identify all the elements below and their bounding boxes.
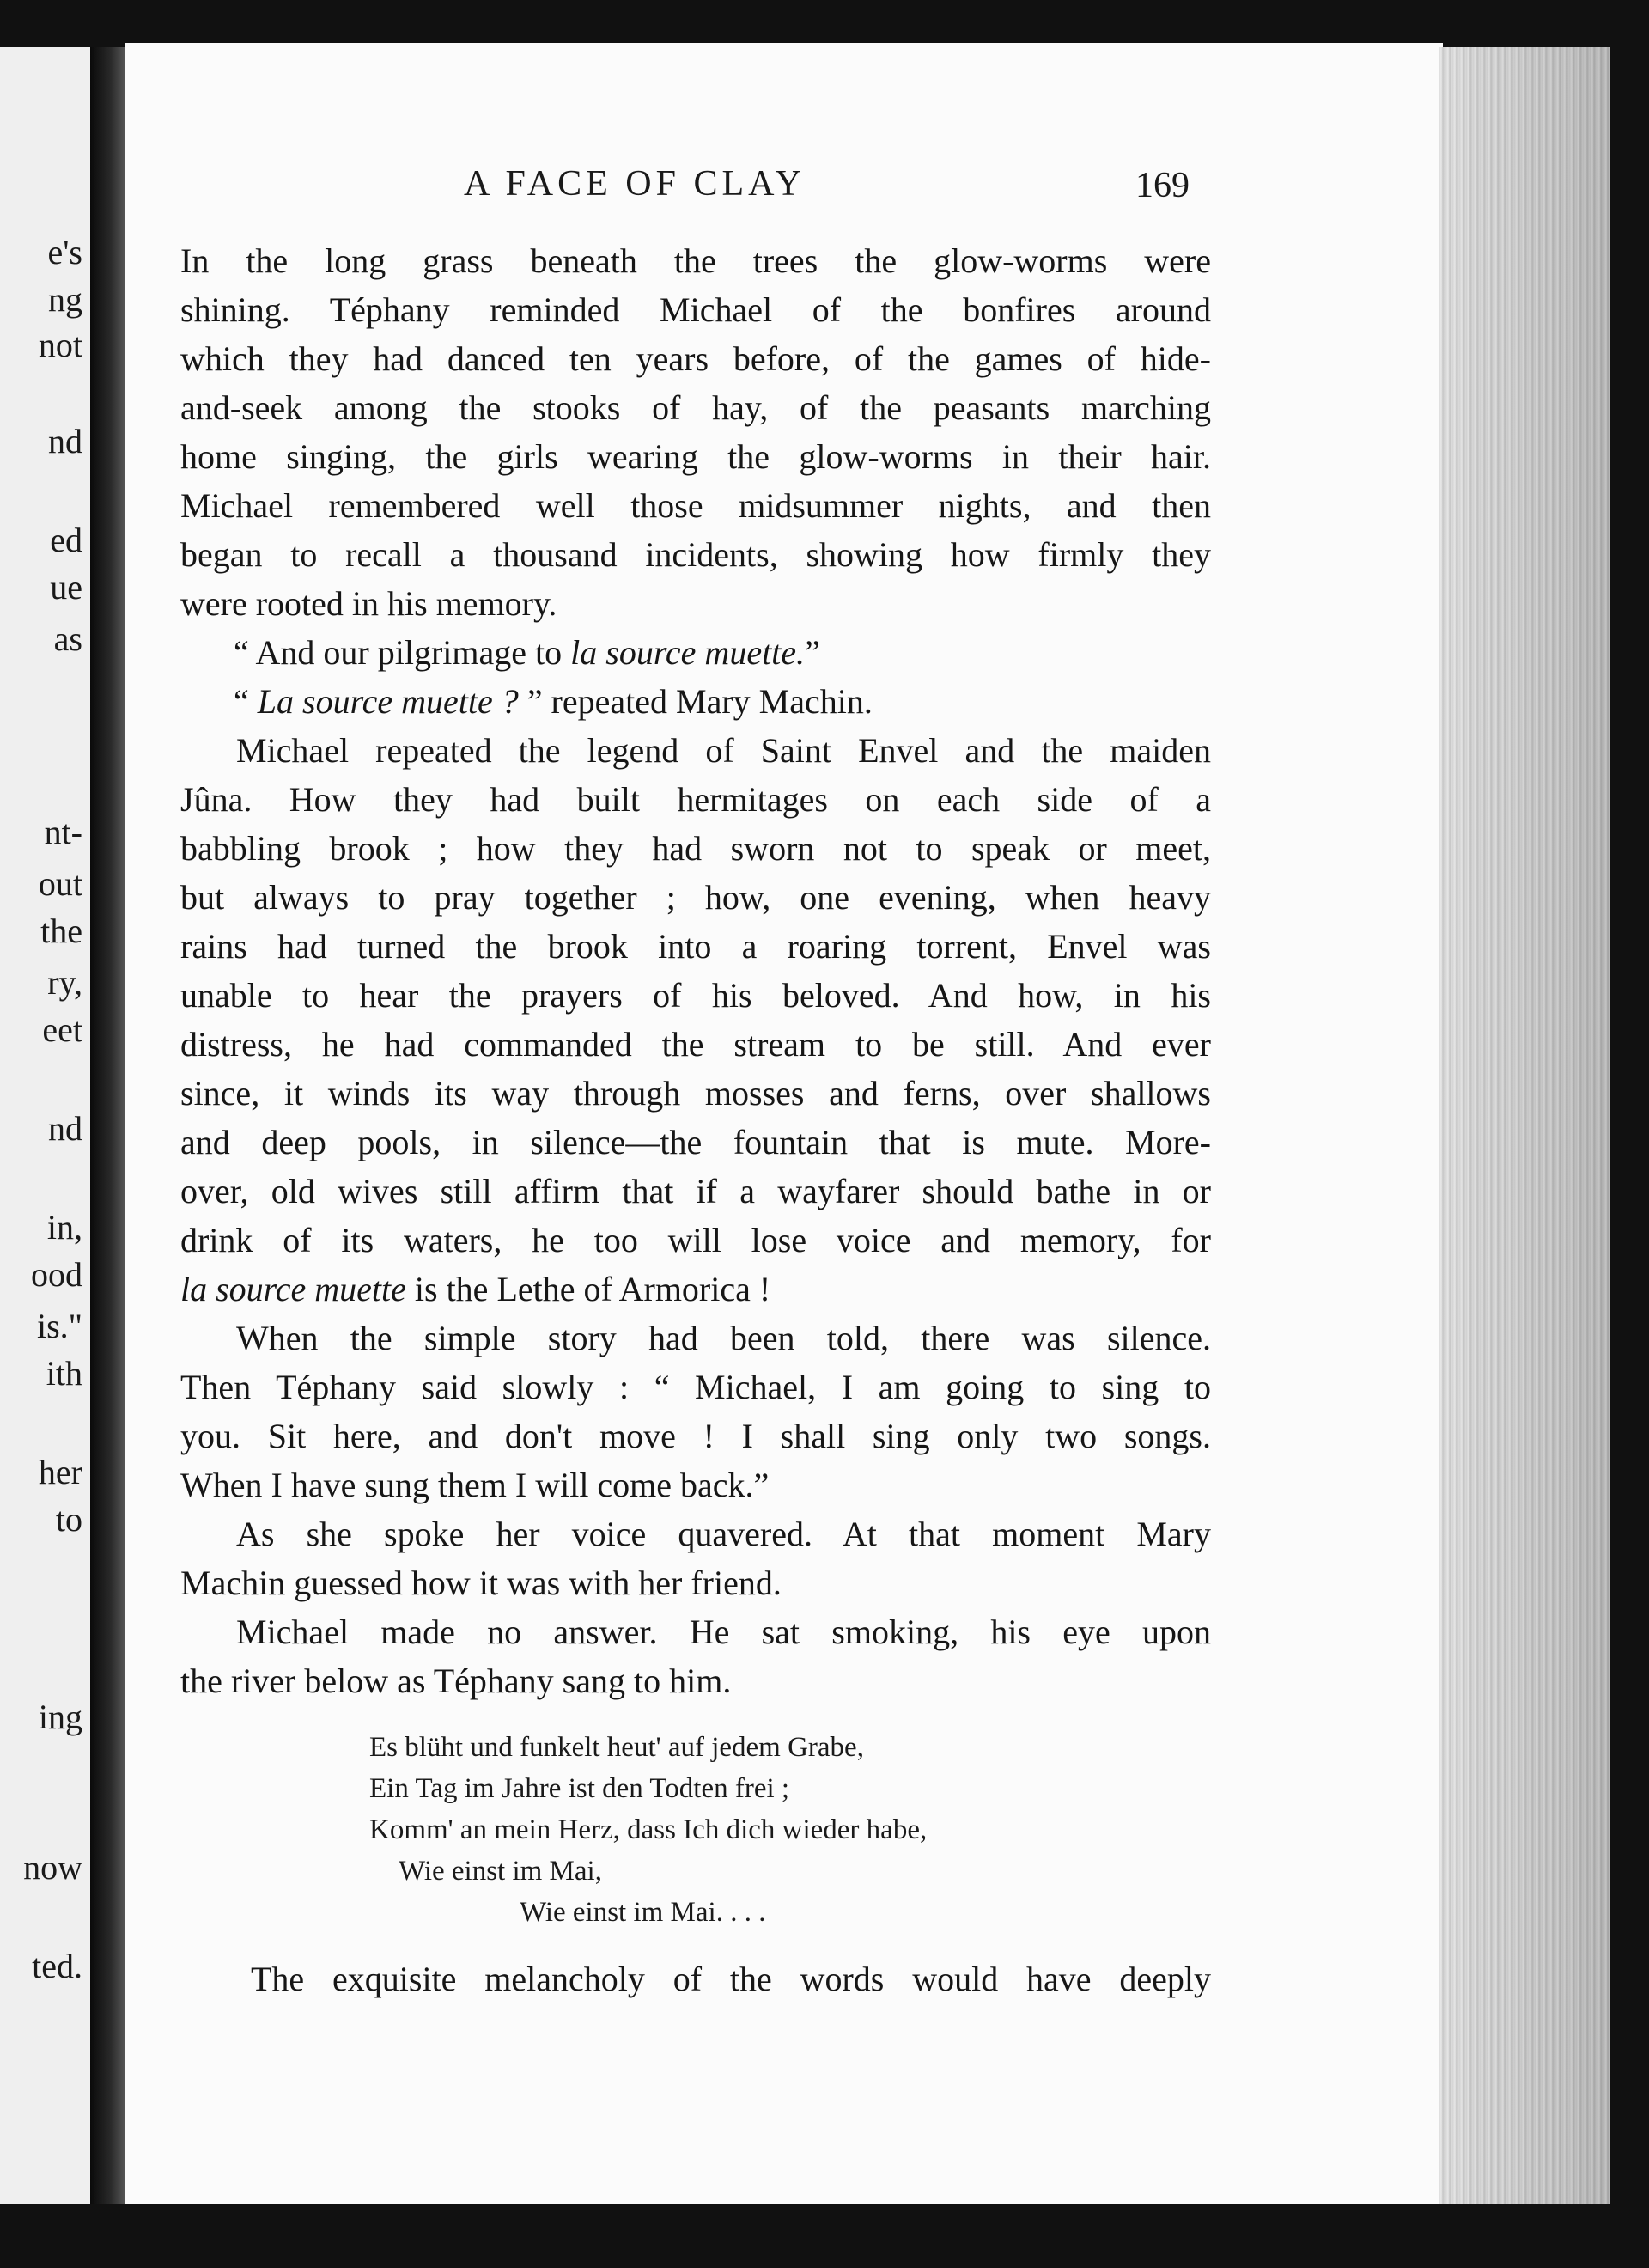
body-line: the river below as Téphany sang to him.	[180, 1661, 732, 1700]
left-page-fragment: ing	[38, 1698, 82, 1736]
body-line: Michael remembered well those midsummer nights, and then	[180, 486, 1211, 525]
body-line: which they had danced ten years before, of the games of hide-	[180, 339, 1211, 378]
book-gutter	[90, 47, 125, 2204]
body-line: drink of its waters, he too will lose voice and memory, for	[180, 1221, 1211, 1259]
body-line: As she spoke her voice quavered. At that moment Mary	[236, 1515, 1211, 1553]
left-page-fragment: as	[53, 619, 82, 658]
body-line: began to recall a thousand incidents, showing how firmly they	[180, 535, 1211, 574]
body-line: la source muette is the Lethe of Armorica !	[180, 1270, 771, 1308]
left-page-fragment: not	[38, 326, 82, 364]
scan-bottom-border	[0, 2204, 1649, 2268]
body-line: and-seek among the stooks of hay, of the peasants marching	[180, 388, 1211, 427]
left-page-fragment: ry,	[47, 963, 82, 1002]
body-line: unable to hear the prayers of his beloved. And how, in his	[180, 976, 1211, 1015]
body-text	[180, 236, 1211, 1705]
body-line: you. Sit here, and don't move ! I shall sing only two songs.	[180, 1417, 1211, 1455]
left-page-fragment: the	[40, 911, 82, 950]
left-page-fragment: out	[38, 864, 82, 903]
page-number: 169	[1135, 166, 1190, 205]
body-line: “ La source muette ? ” repeated Mary Machin.	[234, 682, 873, 721]
left-page-fragment: nd	[48, 1109, 82, 1148]
body-line: Then Téphany said slowly : “ Michael, I am going to sing to	[180, 1368, 1211, 1406]
left-page-fragment: is."	[36, 1307, 82, 1345]
body-line: over, old wives still affirm that if a wayfarer should bathe in or	[180, 1172, 1211, 1210]
body-line: since, it winds its way through mosses and ferns, over shallows	[180, 1074, 1211, 1113]
body-line: shining. Téphany reminded Michael of the bonfires around	[180, 290, 1211, 329]
left-page-text-fragments	[0, 47, 82, 2204]
left-page-fragment: eet	[42, 1010, 82, 1049]
left-page-fragment: to	[55, 1500, 82, 1539]
body-line: Michael repeated the legend of Saint Envel and the maiden	[236, 731, 1211, 770]
left-page-fragment: in,	[46, 1208, 82, 1247]
left-page-fragment: e's	[47, 233, 82, 271]
body-line: and deep pools, in silence—the fountain that is mute. More-	[180, 1123, 1211, 1161]
body-line: In the long grass beneath the trees the glow-worms were	[180, 241, 1211, 280]
body-line: Michael made no answer. He sat smoking, his eye upon	[236, 1613, 1211, 1651]
left-page-fragment: ted.	[32, 1947, 82, 1985]
body-line: Machin guessed how it was with her friend.	[180, 1564, 782, 1602]
left-page-fragment: ed	[50, 521, 82, 559]
body-line: “ And our pilgrimage to la source muette.”	[234, 633, 820, 672]
body-line: babbling brook ; how they had sworn not to speak or meet,	[180, 829, 1211, 868]
poem-line: Es blüht und funkelt heut' auf jedem Grabe,	[369, 1732, 864, 1763]
body-line: When the simple story had been told, there was silence.	[236, 1319, 1211, 1357]
left-page-fragment: ue	[50, 568, 82, 607]
body-line: were rooted in his memory.	[180, 584, 557, 623]
body-line: but always to pray together ; how, one evening, when heavy	[180, 878, 1211, 917]
body-line: When I have sung them I will come back.”	[180, 1466, 770, 1504]
left-page-fragment: now	[23, 1848, 82, 1887]
body-line: distress, he had commanded the stream to be still. And ever	[180, 1025, 1211, 1064]
poem-line: Wie einst im Mai. . . .	[520, 1897, 766, 1928]
poem-line: Komm' an mein Herz, dass Ich dich wieder habe,	[369, 1814, 928, 1845]
left-page-fragment: ng	[48, 280, 82, 319]
body-line: Jûna. How they had built hermitages on each side of a	[180, 780, 1211, 819]
left-page-fragment: her	[38, 1453, 82, 1491]
body-line: home singing, the girls wearing the glow-worms in their hair.	[180, 437, 1211, 476]
running-title: A FACE OF CLAY	[464, 164, 806, 204]
left-page-fragment: nd	[48, 422, 82, 460]
final-body-line: The exquisite melancholy of the words would have deeply	[251, 1960, 1211, 1998]
left-page-fragment: ith	[46, 1354, 82, 1393]
body-line: rains had turned the brook into a roaring torrent, Envel was	[180, 927, 1211, 966]
poem-verse	[369, 1727, 927, 1933]
left-page-fragment: nt-	[44, 813, 82, 851]
left-page-fragment: ood	[31, 1255, 82, 1294]
poem-line: Wie einst im Mai,	[399, 1856, 602, 1887]
poem-line: Ein Tag im Jahre ist den Todten frei ;	[369, 1773, 790, 1804]
page-edges-shade	[1439, 47, 1610, 2204]
